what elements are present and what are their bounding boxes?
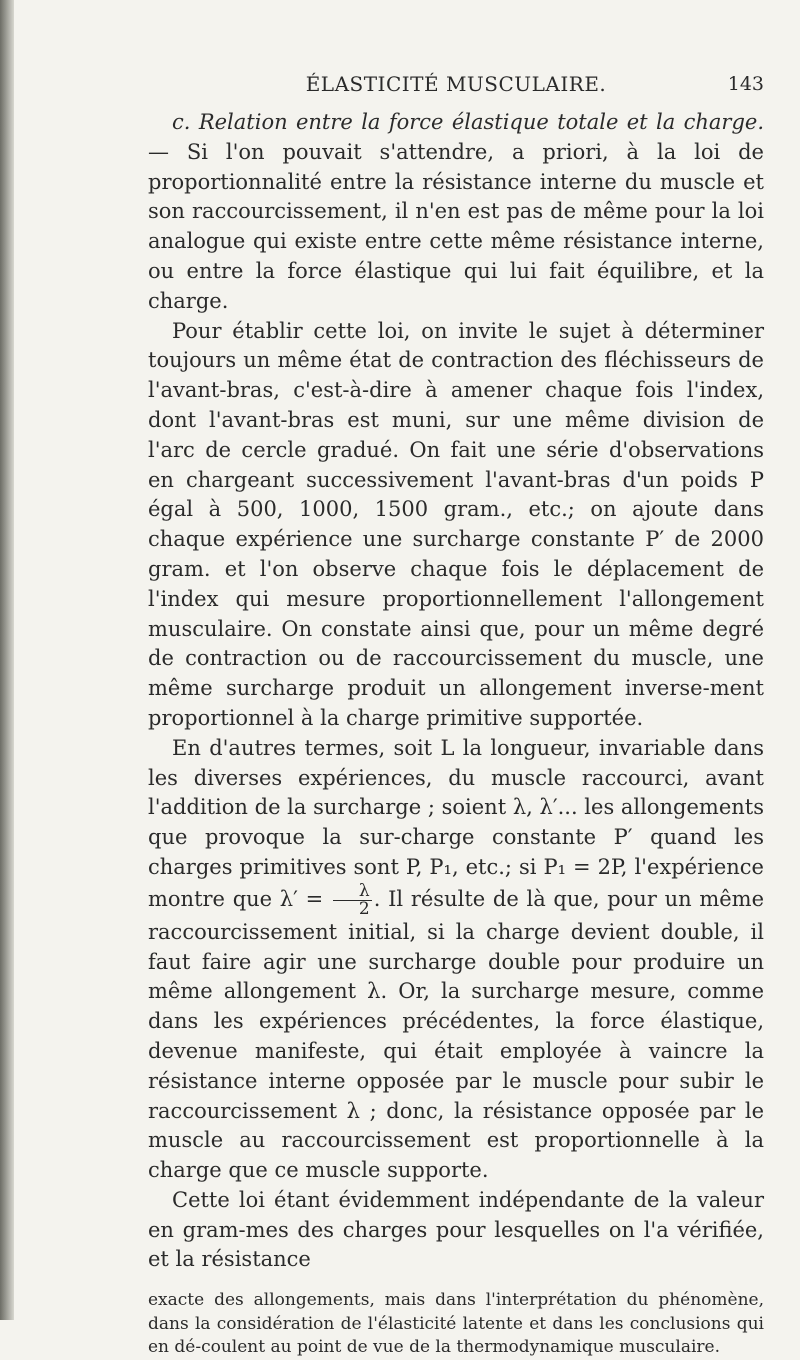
- fraction-denominator: 2: [358, 898, 370, 919]
- fraction-numerator: λ: [333, 883, 372, 901]
- paragraph-other-terms-after: . Il résulte de là que, pour un même raccourcissement initial, si la charge devient double, il faut faire agir une surcharge double pour produire un même allongement λ. Or, la surcharge mesure, comme dans les expériences précédentes, la force élastique, devenue manifeste, qui était employée à vaincre la résistance interne opposée par le muscle pour subir le raccourcissement λ ; donc, la résistance opposée par le muscle au raccourcissement est proportionnelle à la charge que ce muscle supporte.: [148, 886, 765, 1183]
- section-opening-text: — Si l'on pouvait s'attendre, a priori, à la loi de proportionnalité entre la résistance interne du muscle et son raccourcissement, il n'en est pas de même pour la loi analogue qui existe entre cette même résistance interne, ou entre la force élastique qui lui fait équilibre, et la charge.: [148, 139, 764, 313]
- book-binding-shadow: [0, 0, 14, 1320]
- paragraph-conclusion: Cette loi étant évidemment indépendante de la valeur en gram-mes des charges pour lesquelles on l'a vérifiée, et la résistance: [148, 1187, 764, 1272]
- footnote: exacte des allongements, mais dans l'interprétation du phénomène, dans la considération de l'élasticité latente et dans les conclusions qui en dé-coulent au point de vue de la thermodynamique musculaire.: [148, 1290, 764, 1358]
- book-page: [148, 70, 764, 1360]
- paragraph-other-terms: [148, 734, 764, 1186]
- paragraph-other-terms-before: En d'autres termes, soit L la longueur, invariable dans les diverses expériences, du muscle raccourci, avant l'addition de la surcharge ; soient λ, λ′... les allongements que provoque la sur-charge constante P′ quand les charges primitives sont P, P₁, etc.; si P₁ = 2P, l'expérience montre que λ′ =: [148, 735, 764, 911]
- section-title: Relation entre la force élastique totale et la charge.: [198, 110, 764, 134]
- paragraph-method: Pour établir cette loi, on invite le sujet à déterminer toujours un même état de contraction des fléchisseurs de l'avant-bras, c'est-à-dire à amener chaque fois l'index, dont l'avant-bras est muni, sur une même division de l'arc de cercle gradué. On fait une série d'observations en chargeant successivement l'avant-bras d'un poids P égal à 500, 1000, 1500 gram., etc.; on ajoute dans chaque expérience une surcharge constante P′ de 2000 gram. et l'on observe chaque fois le déplacement de l'index qui mesure proportionnellement l'allongement musculaire. On constate ainsi que, pour un même degré de contraction ou de raccourcissement du muscle, une même surcharge produit un allongement inverse-ment proportionnel à la charge primitive supportée.: [148, 318, 764, 730]
- running-title: ÉLASTICITÉ MUSCULAIRE.: [305, 72, 607, 96]
- lambda-over-two-fraction: [333, 880, 372, 919]
- section-paragraph-intro: [148, 108, 764, 317]
- running-header: [148, 70, 764, 98]
- page-number: 143: [727, 73, 764, 95]
- section-label: c.: [172, 110, 191, 134]
